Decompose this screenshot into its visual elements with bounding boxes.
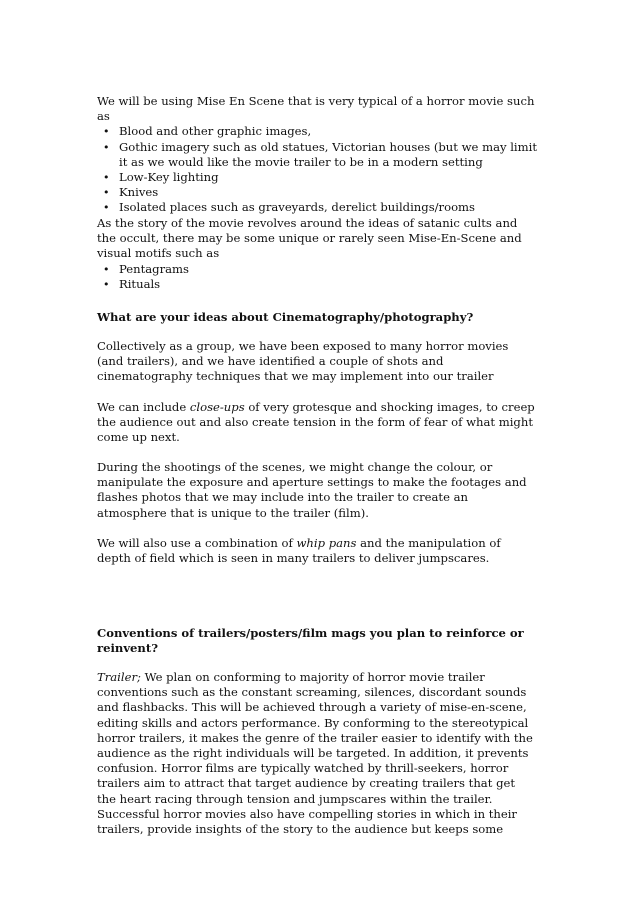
list-item: • Low-Key lighting — [97, 170, 537, 185]
cinematography-paragraph-3: During the shootings of the scenes, we might change the colour, or manipulate the exposure and aperture settings to make the footages and flashes photos that we may include into the trailer to create an atmosphere that is unique to the trailer (film). — [97, 460, 527, 520]
cinematography-paragraph-2 — [97, 400, 537, 446]
list-item: • Gothic imagery such as old statues, Victorian houses (but we may limit it as we would like the movie trailer to be in a modern setting — [97, 140, 537, 170]
list-item: • Rituals — [97, 277, 537, 292]
trailer-label: Trailer; — [97, 670, 141, 684]
cinematography-p1-block — [97, 339, 537, 385]
cinematography-heading: What are your ideas about Cinematography/photography? — [97, 310, 474, 324]
close-ups-term: close-ups — [189, 400, 245, 414]
story-paragraph: As the story of the movie revolves around the ideas of satanic cults and the occult, there may be some unique or rarely seen Mise-En-Scene and visual motifs such as — [97, 216, 522, 261]
trailer-paragraph — [97, 670, 537, 837]
mise-en-scene-list — [97, 124, 537, 215]
cinematography-section — [97, 310, 537, 325]
list-item: • Isolated places such as graveyards, derelict buildings/rooms — [97, 200, 537, 215]
p2-text-after: of very grotesque and shocking images, to creep the audience out and also create tension in the form of fear of what might come up next. — [97, 400, 535, 445]
trailer-block — [97, 670, 537, 837]
conventions-section — [97, 626, 537, 656]
list-item: • Blood and other graphic images, — [97, 124, 537, 139]
cinematography-p3-block — [97, 460, 537, 521]
cinematography-p4-block — [97, 536, 537, 566]
whip-pans-term: whip pans — [296, 536, 357, 550]
p2-text-before: We can include — [97, 400, 190, 414]
cinematography-paragraph-1: Collectively as a group, we have been exposed to many horror movies (and trailers), and we have identified a couple of shots and cinematography techniques that we may implement into our trailer — [97, 339, 509, 384]
list-item: • Pentagrams — [97, 262, 537, 277]
cinematography-p2-block — [97, 400, 537, 446]
story-list — [97, 262, 537, 292]
conventions-heading: Conventions of trailers/posters/film mags you plan to reinforce or reinvent? — [97, 626, 524, 656]
trailer-text: We plan on conforming to majority of horror movie trailer conventions such as the constant screaming, silences, discordant sounds and flashbacks. This will be achieved through a variety of mise-en-scene, editing skills and actors performance. By conforming to the stereotypical horror trailers, it makes the genre of the trailer easier to identify with the audience as the right individuals will be targeted. In addition, it prevents confusion. Horror films are typically watched by thrill-seekers, horror trailers aim to attract that target audience by creating trailers that get the heart racing through tension and jumpscares within the trailer. Successful horror movies also have compelling stories in which in their trailers, provide insights of the story to the audience but keeps some — [97, 670, 533, 837]
cinematography-paragraph-4 — [97, 536, 537, 566]
story-section — [97, 216, 537, 292]
p4-text-before: We will also use a combination of — [97, 536, 297, 550]
p4-text-after: and the manipulation of depth of field which is seen in many trailers to deliver jumpscares. — [97, 536, 501, 566]
list-item: • Knives — [97, 185, 537, 200]
mise-en-scene-intro: We will be using Mise En Scene that is very typical of a horror movie such as — [97, 94, 535, 124]
mise-en-scene-section — [97, 94, 537, 216]
